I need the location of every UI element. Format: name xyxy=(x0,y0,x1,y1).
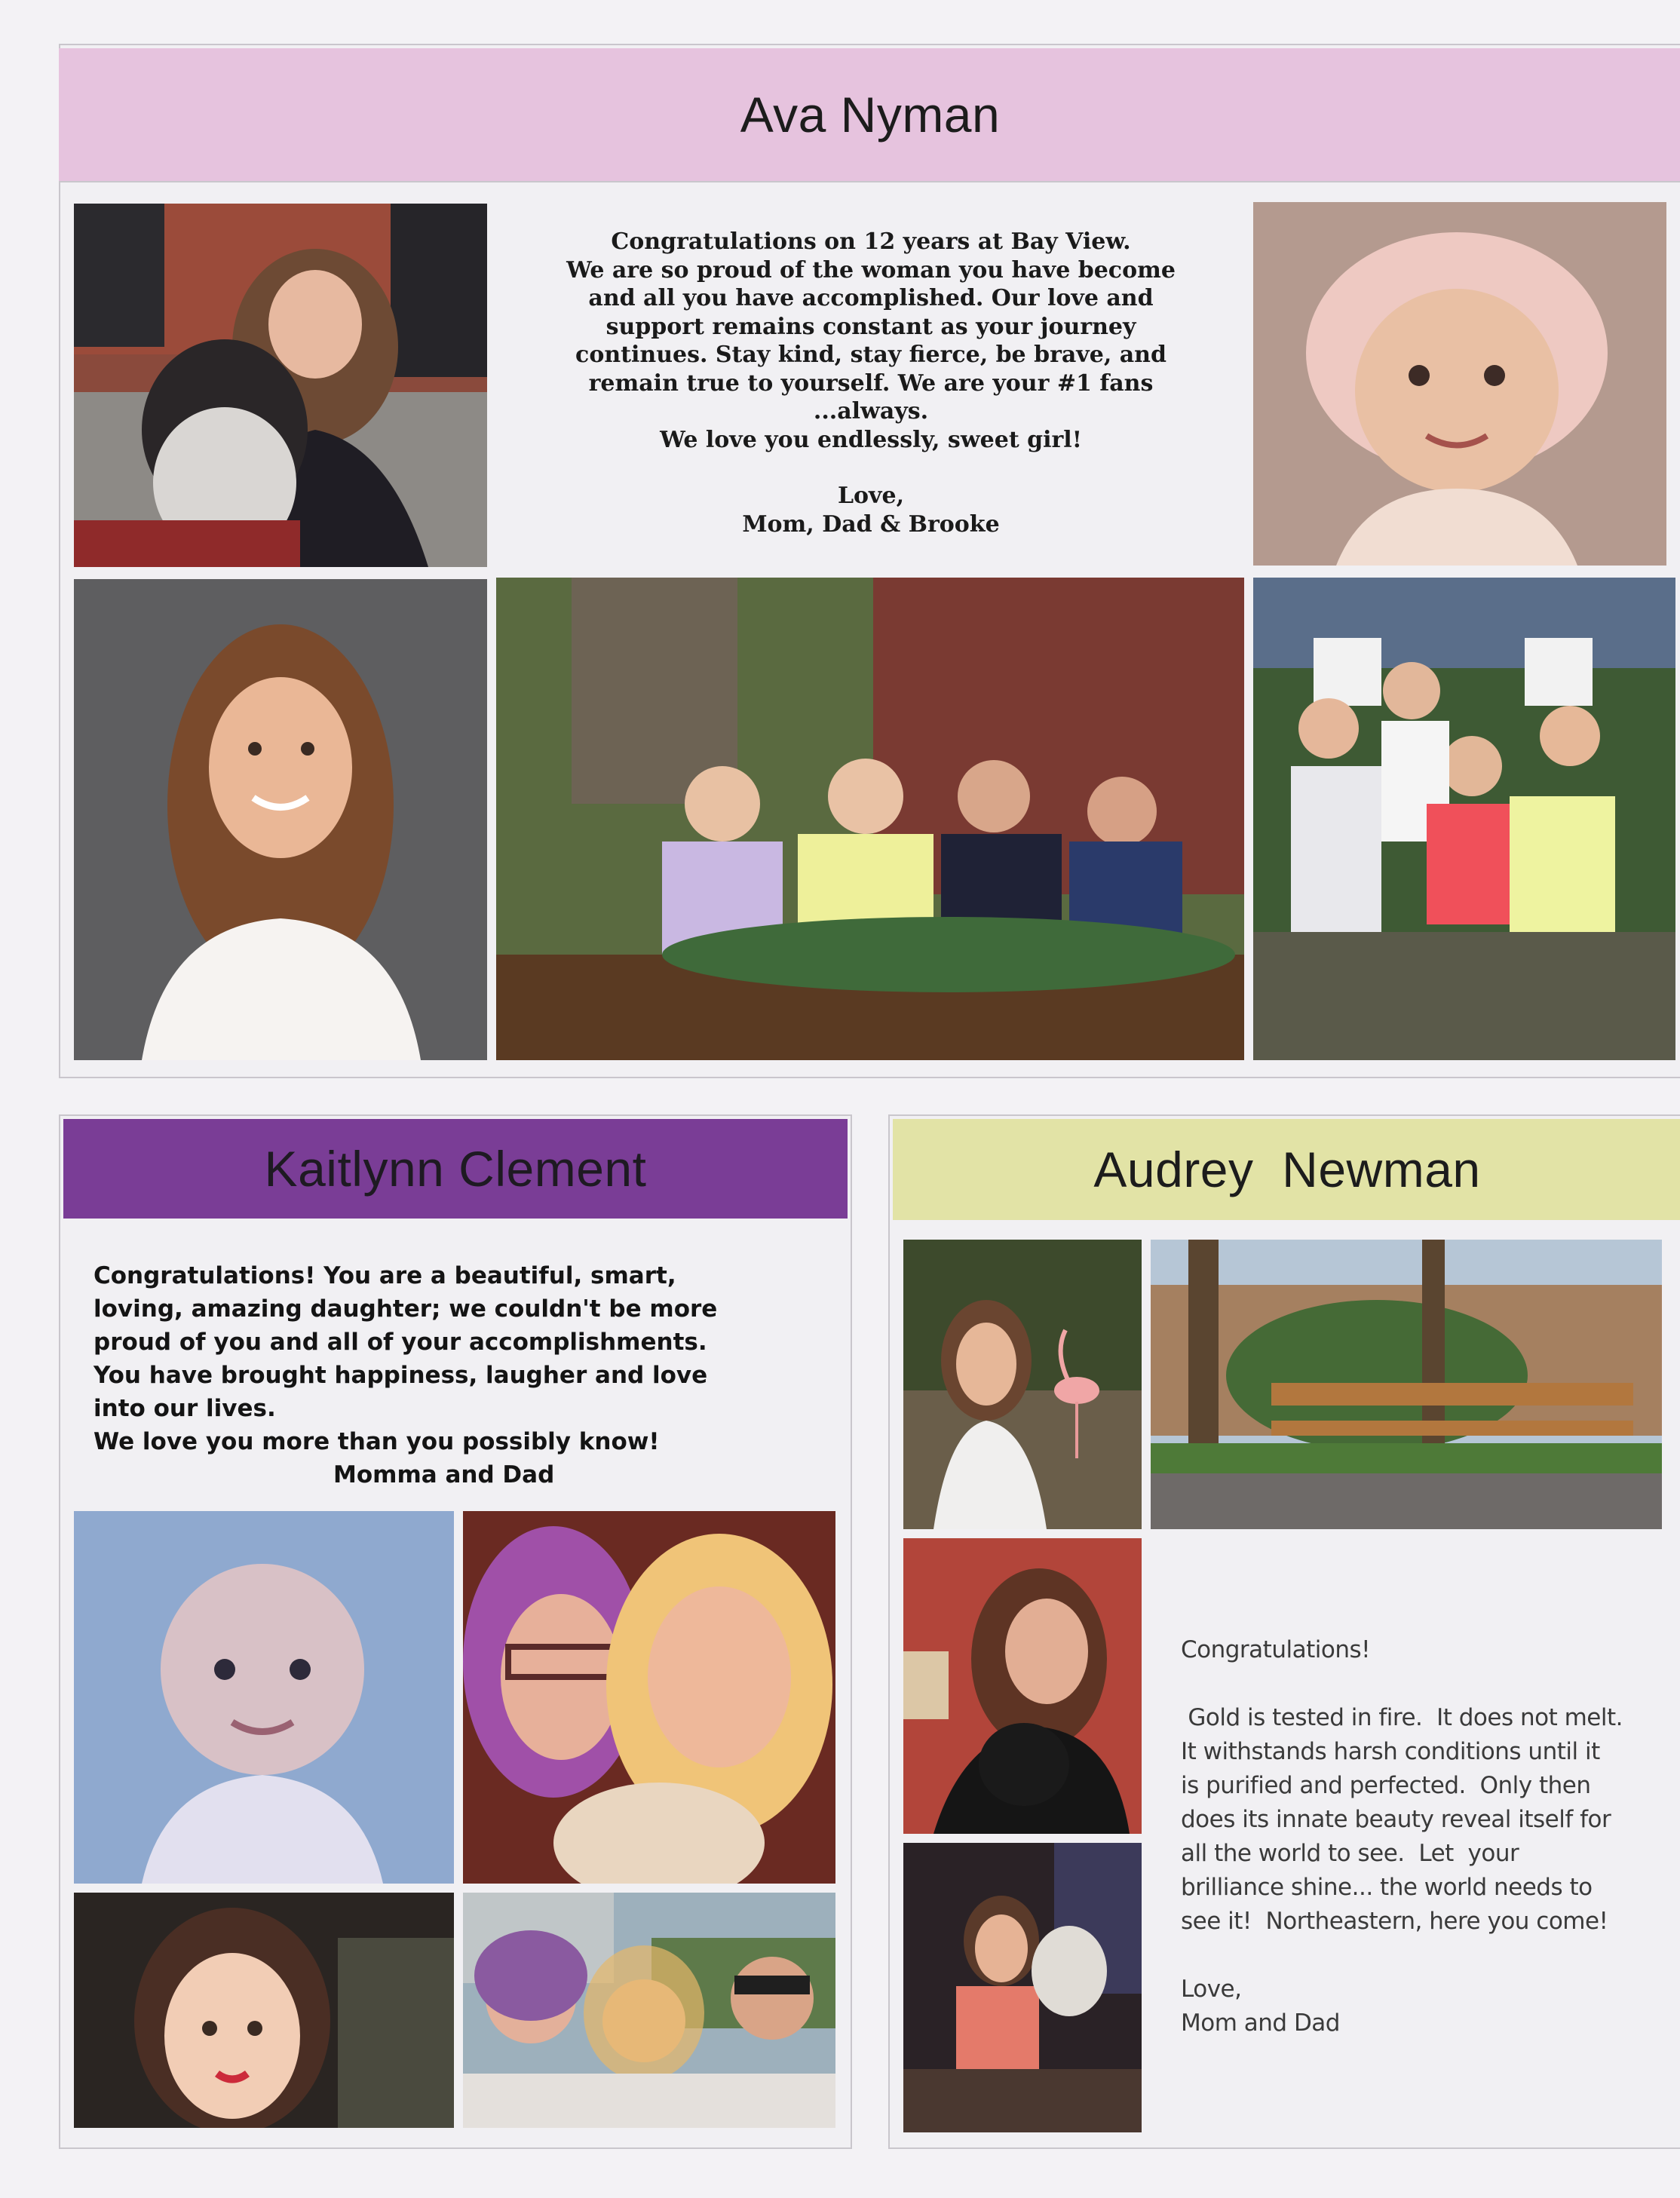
kaitlynn-message-line: Congratulations! You are a beautiful, smart, xyxy=(94,1262,676,1289)
audrey-message-line: Gold is tested in fire. It does not melt. xyxy=(1181,1704,1623,1731)
audrey-child-dog-photo xyxy=(903,1843,1142,2132)
audrey-newman-banner xyxy=(893,1119,1680,1220)
ava-family-dinner-photo xyxy=(496,578,1244,1060)
ava-message-line: and all you have accomplished. Our love and xyxy=(588,285,1154,311)
audrey-message xyxy=(1181,1633,1663,2055)
ava-message-line: Congratulations on 12 years at Bay View. xyxy=(611,228,1131,255)
audrey-park-photo xyxy=(1151,1240,1662,1529)
audrey-message-line: Congratulations! xyxy=(1181,1636,1371,1663)
ava-message-line: We love you endlessly, sweet girl! xyxy=(660,426,1082,453)
ava-message-line: ...always. xyxy=(813,398,929,425)
kaitlynn-clement-name: Kaitlynn Clement xyxy=(264,1141,647,1197)
audrey-message-line: does its innate beauty reveal itself for xyxy=(1181,1806,1611,1833)
audrey-message-line: Love, xyxy=(1181,1976,1242,2003)
kaitlynn-message xyxy=(94,1259,832,1488)
ava-signature: Mom, Dad & Brooke xyxy=(742,510,1000,538)
ava-message-line: We are so proud of the woman you have become xyxy=(566,256,1176,284)
kaitlynn-group-selfie-photo xyxy=(463,1893,835,2128)
audrey-message-line: Mom and Dad xyxy=(1181,2009,1340,2037)
ava-message-line: remain true to yourself. We are your #1 fans xyxy=(588,369,1154,397)
ava-family-outdoor-photo xyxy=(1253,578,1675,1060)
ava-signoff: Love, xyxy=(837,483,905,509)
audrey-flamingo-photo xyxy=(903,1240,1142,1529)
audrey-message-line: see it! Northeastern, here you come! xyxy=(1181,1908,1608,1935)
kaitlynn-message-line: into our lives. xyxy=(94,1395,276,1422)
kaitlynn-signature: Momma and Dad xyxy=(333,1461,555,1488)
audrey-newman-name: Audrey Newman xyxy=(1093,1142,1481,1197)
audrey-message-line: It withstands harsh conditions until it xyxy=(1181,1738,1600,1765)
audrey-message-line: brilliance shine... the world needs to xyxy=(1181,1874,1593,1901)
kaitlynn-message-line: We love you more than you possibly know! xyxy=(94,1428,660,1455)
ava-photo-with-dog xyxy=(74,204,487,567)
kaitlynn-toddler-photo xyxy=(74,1893,454,2128)
kaitlynn-message-line: proud of you and all of your accomplishments. xyxy=(94,1329,707,1356)
ava-portrait-photo xyxy=(74,579,487,1060)
audrey-black-dog-photo xyxy=(903,1538,1142,1834)
ava-message-line: continues. Stay kind, stay fierce, be brave, and xyxy=(575,342,1166,368)
audrey-message-line xyxy=(1181,1667,1663,1701)
audrey-message-line: all the world to see. Let your xyxy=(1181,1840,1519,1867)
ava-message-line: support remains constant as your journey xyxy=(605,313,1136,340)
kaitlynn-selfie-photo xyxy=(463,1511,835,1884)
ava-nyman-banner xyxy=(59,48,1680,182)
kaitlynn-message-line: loving, amazing daughter; we couldn't be more xyxy=(94,1295,718,1323)
ava-nyman-name: Ava Nyman xyxy=(740,87,1001,143)
audrey-message-line xyxy=(1181,1939,1663,1973)
audrey-message-line: is purified and perfected. Only then xyxy=(1181,1772,1591,1799)
ava-message xyxy=(520,228,1222,544)
kaitlynn-clement-banner xyxy=(63,1119,848,1219)
kaitlynn-baby-photo xyxy=(74,1511,454,1884)
kaitlynn-message-line: You have brought happiness, laugher and love xyxy=(94,1362,708,1389)
ava-baby-photo xyxy=(1253,202,1666,566)
